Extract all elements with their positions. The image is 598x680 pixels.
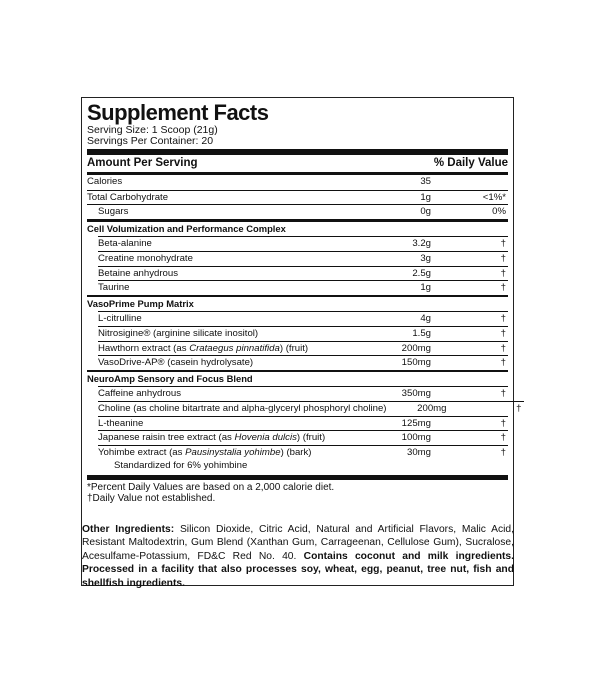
nutrient-row xyxy=(87,204,508,219)
ingredient-amount: 2.5g xyxy=(412,267,431,279)
ingredient-row xyxy=(87,355,508,370)
other-ingredients-text: Silicon Dioxide, Citric Acid, Natural and Artificial Flavors, Malic Acid, Resistant Maltodextrin, Gum Blend (Xanthan Gum, Carrageenan, Cellulose Gum), Sucralose, Acesulfame-Potassium, FD&C Red No. 40. xyxy=(82,524,515,562)
ingredient-row xyxy=(87,280,508,295)
ingredient-name: Taurine xyxy=(98,282,130,294)
ingredient-cell xyxy=(98,341,508,356)
servings-per-container: Servings Per Container: 20 xyxy=(87,135,214,147)
ingredient-cell xyxy=(98,416,508,431)
ingredient-name: Caffeine anhydrous xyxy=(98,388,182,400)
ingredient-dv: † xyxy=(500,342,506,354)
ingredient-name: Choline (as choline bitartrate and alpha-glyceryl phosphoryl choline) xyxy=(98,402,387,414)
ingredient-cell xyxy=(98,326,508,341)
ingredient-cell xyxy=(98,236,508,251)
ingredient-name: Hawthorn extract (as Crataegus pinnatifida) (fruit) xyxy=(98,342,309,354)
ingredient-amount: 200mg xyxy=(417,402,447,414)
ingredient-dv: † xyxy=(500,432,506,444)
amount-per-serving-label: Amount Per Serving xyxy=(87,157,198,169)
footnote-dagger: †Daily Value not established. xyxy=(87,493,216,505)
sub-note: Standardized for 6% yohimbine xyxy=(114,460,248,472)
section-heading: Cell Volumization and Performance Complex xyxy=(87,222,286,234)
ingredient-row xyxy=(87,386,508,401)
ingredient-dv: † xyxy=(500,282,506,294)
ingredient-dv: † xyxy=(500,388,506,400)
supplement-facts-panel xyxy=(81,97,522,586)
ingredient-cell xyxy=(98,386,508,401)
ingredient-dv: † xyxy=(500,357,506,369)
ingredient-row xyxy=(87,236,508,251)
nutrient-dv xyxy=(431,175,508,190)
ingredient-row xyxy=(87,401,522,416)
ingredient-name: Yohimbe extract (as Pausinystalia yohimbe) (bark) xyxy=(98,446,312,458)
daily-value-label: % Daily Value xyxy=(433,157,508,169)
nutrient-amount: 35 xyxy=(420,176,431,187)
ingredient-cell xyxy=(98,445,508,460)
ingredient-dv: † xyxy=(500,252,506,264)
ingredient-name: Beta-alanine xyxy=(98,238,152,250)
footnote-dv: *Percent Daily Values are based on a 2,000 calorie diet. xyxy=(87,481,335,493)
ingredient-amount: 1.5g xyxy=(412,327,431,339)
nutrient-name: Total Carbohydrate xyxy=(87,191,169,203)
nutrient-dv: 0% xyxy=(492,206,506,218)
ingredient-name: VasoDrive-AP® (casein hydrolysate) xyxy=(98,357,254,369)
other-ingredients xyxy=(82,523,514,590)
ingredient-amount: 1g xyxy=(420,282,431,294)
ingredient-name: Nitrosigine® (arginine silicate inositol) xyxy=(98,327,259,339)
ingredient-name: L-theanine xyxy=(98,417,144,429)
ingredient-cell xyxy=(98,266,508,281)
ingredient-row xyxy=(87,311,508,326)
allergen-statement: Contains coconut and milk ingredients. Processed in a facility that also processes soy, wheat, egg, peanut, tree nut, fish and shellfish ingredients. xyxy=(82,550,514,589)
nutrient-amount: 0g xyxy=(420,206,431,218)
ingredient-amount: 30mg xyxy=(407,446,431,458)
section-items xyxy=(87,386,522,459)
ingredient-amount: 3.2g xyxy=(412,238,431,250)
nutrient-dv: <1%* xyxy=(482,191,506,203)
ingredient-dv: † xyxy=(500,446,506,458)
ingredient-name: Japanese raisin tree extract (as Hovenia dulcis) (fruit) xyxy=(98,432,326,444)
ingredient-amount: 200mg xyxy=(401,342,431,354)
nutrient-amount: 1g xyxy=(420,191,431,203)
ingredient-name: Creatine monohydrate xyxy=(98,252,193,264)
section-items xyxy=(87,311,508,369)
ingredient-row xyxy=(87,341,508,356)
ingredient-dv: † xyxy=(500,313,506,325)
section-heading: NeuroAmp Sensory and Focus Blend xyxy=(87,372,253,384)
facts-content xyxy=(87,100,522,505)
ingredient-cell xyxy=(98,430,508,445)
ingredient-amount: 100mg xyxy=(401,432,431,444)
ingredient-cell xyxy=(98,280,508,295)
ingredient-row xyxy=(87,445,508,460)
ingredient-dv: † xyxy=(516,402,522,414)
section-items xyxy=(87,236,508,294)
ingredient-amount: 150mg xyxy=(401,357,431,369)
ingredient-amount: 350mg xyxy=(401,388,431,400)
ingredient-cell xyxy=(98,251,508,266)
ingredient-dv: † xyxy=(500,417,506,429)
nutrient-row xyxy=(87,175,508,190)
thick-divider xyxy=(87,475,508,480)
serving-size: Serving Size: 1 Scoop (21g) xyxy=(87,124,218,136)
ingredient-row xyxy=(87,266,508,281)
ingredient-row xyxy=(87,416,508,431)
ingredient-name: Betaine anhydrous xyxy=(98,267,179,279)
ingredient-name: L-citrulline xyxy=(98,313,142,325)
ingredient-row xyxy=(87,430,508,445)
ingredient-dv: † xyxy=(500,238,506,250)
section-heading: VasoPrime Pump Matrix xyxy=(87,297,194,309)
ingredient-amount: 3g xyxy=(420,252,431,264)
nutrient-row xyxy=(87,190,508,205)
ingredient-row xyxy=(87,326,508,341)
nutrient-name: Calories xyxy=(87,176,123,187)
amount-header xyxy=(87,155,508,172)
ingredient-cell xyxy=(98,311,508,326)
ingredient-amount: 125mg xyxy=(401,417,431,429)
nutrient-name: Sugars xyxy=(98,206,129,218)
ingredient-cell xyxy=(98,401,524,416)
ingredient-amount: 4g xyxy=(420,313,431,325)
ingredient-dv: † xyxy=(500,327,506,339)
other-ingredients-label: Other Ingredients: xyxy=(82,524,175,535)
ingredient-dv: † xyxy=(500,267,506,279)
ingredient-row xyxy=(87,251,508,266)
ingredient-cell xyxy=(98,355,508,370)
panel-title: Supplement Facts xyxy=(87,100,269,125)
